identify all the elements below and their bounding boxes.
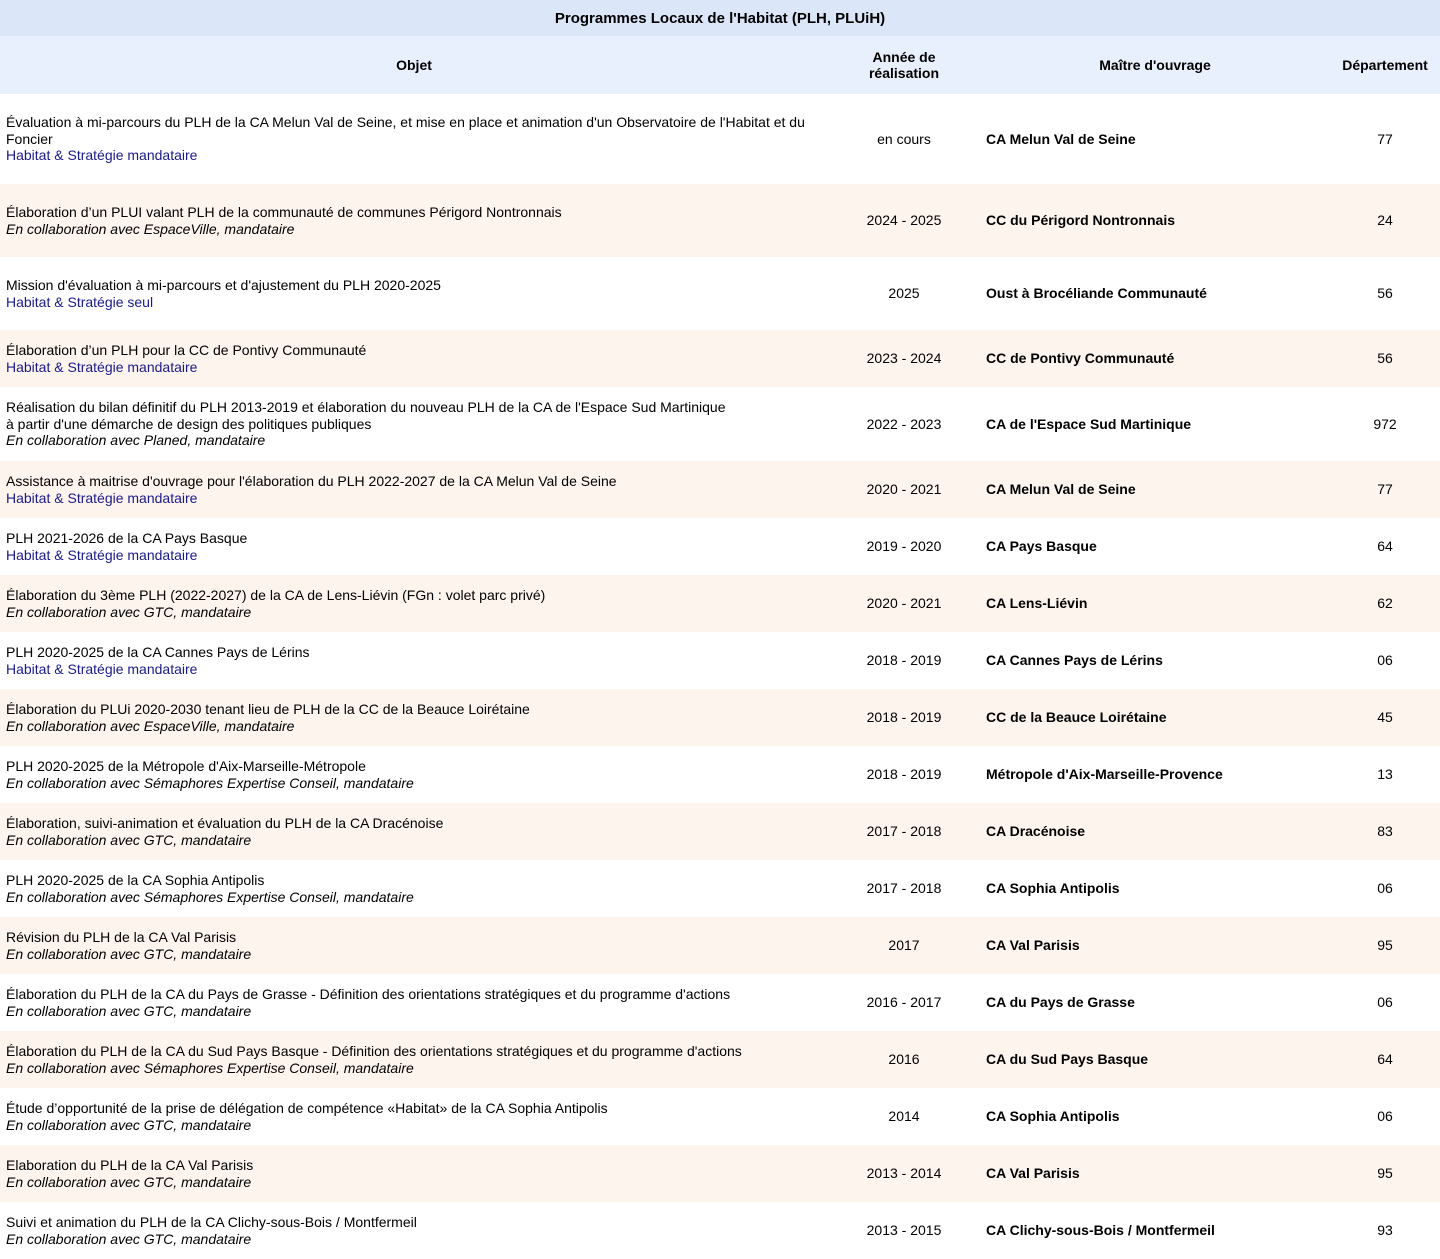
cell-maitre-ouvrage: CA Sophia Antipolis	[980, 860, 1330, 917]
table-row	[0, 917, 1440, 974]
cell-departement: 972	[1330, 387, 1440, 461]
mandataire-link[interactable]: Habitat & Stratégie mandataire	[6, 358, 198, 375]
table-title-row	[0, 0, 1440, 36]
cell-departement: 95	[1330, 917, 1440, 974]
cell-annee: 2023 - 2024	[828, 330, 980, 387]
objet-text: Révision du PLH de la CA Val Parisis	[6, 929, 237, 945]
cell-objet	[0, 1088, 828, 1145]
objet-text: Élaboration du PLH de la CA du Sud Pays Basque - Définition des orientations stratégiques et du programme d'actions	[6, 1043, 742, 1059]
mandataire-link[interactable]: Habitat & Stratégie mandataire	[6, 660, 198, 677]
objet-text: PLH 2020-2025 de la CA Sophia Antipolis	[6, 872, 265, 888]
objet-text: PLH 2020-2025 de la Métropole d'Aix-Marseille-Métropole	[6, 758, 366, 774]
collaboration-note: En collaboration avec GTC, mandataire	[6, 1230, 252, 1247]
objet-text: PLH 2021-2026 de la CA Pays Basque	[6, 530, 248, 546]
table-title: Programmes Locaux de l'Habitat (PLH, PLUiH)	[0, 0, 1440, 36]
cell-maitre-ouvrage: CC de Pontivy Communauté	[980, 330, 1330, 387]
objet-text: Réalisation du bilan définitif du PLH 2013-2019 et élaboration du nouveau PLH de la CA de l'Espace Sud Martinique	[6, 399, 726, 416]
cell-departement: 64	[1330, 1031, 1440, 1088]
cell-annee: en cours	[828, 94, 980, 184]
collaboration-note: En collaboration avec EspaceVille, mandataire	[6, 220, 295, 237]
mandataire-link[interactable]: Habitat & Stratégie seul	[6, 293, 154, 310]
header-annee-line1: Année de	[872, 49, 936, 65]
table-row	[0, 632, 1440, 689]
cell-departement: 77	[1330, 94, 1440, 184]
cell-maitre-ouvrage: CA Val Parisis	[980, 917, 1330, 974]
cell-objet	[0, 803, 828, 860]
cell-annee: 2024 - 2025	[828, 184, 980, 257]
objet-text: Élaboration du PLH de la CA du Pays de Grasse - Définition des orientations stratégiques et du programme d'actions	[6, 986, 731, 1002]
table-row	[0, 689, 1440, 746]
objet-text: Étude d’opportunité de la prise de délégation de compétence «Habitat» de la CA Sophia Antipolis	[6, 1100, 608, 1116]
cell-objet	[0, 184, 828, 257]
objet-text: à partir d'une démarche de design des politiques publiques	[6, 415, 372, 432]
cell-departement: 95	[1330, 1145, 1440, 1202]
collaboration-note: En collaboration avec Sémaphores Expertise Conseil, mandataire	[6, 774, 414, 791]
collaboration-note: En collaboration avec GTC, mandataire	[6, 603, 252, 620]
collaboration-note: En collaboration avec GTC, mandataire	[6, 1173, 252, 1190]
objet-text: Élaboration, suivi-animation et évaluation du PLH de la CA Dracénoise	[6, 815, 444, 831]
collaboration-note: En collaboration avec GTC, mandataire	[6, 831, 252, 848]
table-row	[0, 575, 1440, 632]
header-row	[0, 36, 1440, 94]
table-row	[0, 94, 1440, 184]
table-row	[0, 860, 1440, 917]
table-row	[0, 1031, 1440, 1088]
header-objet: Objet	[0, 36, 828, 94]
mandataire-link[interactable]: Habitat & Stratégie mandataire	[6, 489, 198, 506]
cell-objet	[0, 257, 828, 330]
cell-departement: 06	[1330, 860, 1440, 917]
cell-objet	[0, 518, 828, 575]
objet-text: Mission d'évaluation à mi-parcours et d'ajustement du PLH 2020-2025	[6, 277, 441, 293]
cell-annee: 2013 - 2015	[828, 1202, 980, 1259]
objet-text: Élaboration d’un PLUI valant PLH de la communauté de communes Périgord Nontronnais	[6, 204, 562, 220]
cell-departement: 24	[1330, 184, 1440, 257]
cell-departement: 93	[1330, 1202, 1440, 1259]
cell-maitre-ouvrage: CC du Périgord Nontronnais	[980, 184, 1330, 257]
cell-departement: 62	[1330, 575, 1440, 632]
cell-maitre-ouvrage: CA du Pays de Grasse	[980, 974, 1330, 1031]
table-row	[0, 387, 1440, 461]
cell-objet	[0, 575, 828, 632]
header-maitre: Maître d'ouvrage	[980, 36, 1330, 94]
header-annee-line2: réalisation	[868, 65, 940, 81]
cell-annee: 2018 - 2019	[828, 746, 980, 803]
cell-objet	[0, 689, 828, 746]
objet-text: Évaluation à mi-parcours du PLH de la CA Melun Val de Seine, et mise en place et animation d'un Observatoire de l'Habitat et du	[6, 114, 805, 131]
cell-departement: 06	[1330, 1088, 1440, 1145]
cell-annee: 2017 - 2018	[828, 803, 980, 860]
cell-annee: 2020 - 2021	[828, 575, 980, 632]
cell-maitre-ouvrage: CA Clichy-sous-Bois / Montfermeil	[980, 1202, 1330, 1259]
cell-departement: 83	[1330, 803, 1440, 860]
table-row	[0, 974, 1440, 1031]
header-departement: Département	[1330, 36, 1440, 94]
table-row	[0, 330, 1440, 387]
cell-annee: 2020 - 2021	[828, 461, 980, 518]
cell-maitre-ouvrage: CA Val Parisis	[980, 1145, 1330, 1202]
collaboration-note: En collaboration avec GTC, mandataire	[6, 945, 252, 962]
collaboration-note: En collaboration avec GTC, mandataire	[6, 1002, 252, 1019]
cell-maitre-ouvrage: Métropole d'Aix-Marseille-Provence	[980, 746, 1330, 803]
cell-objet	[0, 330, 828, 387]
table-row	[0, 518, 1440, 575]
cell-departement: 06	[1330, 632, 1440, 689]
collaboration-note: En collaboration avec Planed, mandataire	[6, 432, 266, 449]
cell-objet	[0, 632, 828, 689]
cell-maitre-ouvrage: CC de la Beauce Loirétaine	[980, 689, 1330, 746]
cell-objet	[0, 1031, 828, 1088]
cell-objet	[0, 746, 828, 803]
collaboration-note: En collaboration avec EspaceVille, mandataire	[6, 717, 295, 734]
collaboration-note: En collaboration avec GTC, mandataire	[6, 1116, 252, 1133]
cell-annee: 2018 - 2019	[828, 689, 980, 746]
collaboration-note: En collaboration avec Sémaphores Expertise Conseil, mandataire	[6, 888, 414, 905]
collaboration-note: En collaboration avec Sémaphores Expertise Conseil, mandataire	[6, 1059, 414, 1076]
objet-text: PLH 2020-2025 de la CA Cannes Pays de Lérins	[6, 644, 310, 660]
cell-departement: 13	[1330, 746, 1440, 803]
cell-maitre-ouvrage: Oust à Brocéliande Communauté	[980, 257, 1330, 330]
cell-objet	[0, 387, 828, 461]
cell-annee: 2018 - 2019	[828, 632, 980, 689]
table-row	[0, 184, 1440, 257]
cell-maitre-ouvrage: CA de l'Espace Sud Martinique	[980, 387, 1330, 461]
cell-maitre-ouvrage: CA Sophia Antipolis	[980, 1088, 1330, 1145]
cell-annee: 2022 - 2023	[828, 387, 980, 461]
cell-objet	[0, 461, 828, 518]
table-row	[0, 461, 1440, 518]
mandataire-link[interactable]: Habitat & Stratégie mandataire	[6, 147, 198, 164]
cell-departement: 06	[1330, 974, 1440, 1031]
table-row	[0, 257, 1440, 330]
cell-maitre-ouvrage: CA du Sud Pays Basque	[980, 1031, 1330, 1088]
cell-departement: 64	[1330, 518, 1440, 575]
cell-annee: 2014	[828, 1088, 980, 1145]
cell-annee: 2025	[828, 257, 980, 330]
cell-objet	[0, 974, 828, 1031]
table-row	[0, 1202, 1440, 1259]
cell-annee: 2017	[828, 917, 980, 974]
cell-annee: 2019 - 2020	[828, 518, 980, 575]
cell-departement: 56	[1330, 330, 1440, 387]
cell-maitre-ouvrage: CA Lens-Liévin	[980, 575, 1330, 632]
table-row	[0, 1145, 1440, 1202]
cell-departement: 77	[1330, 461, 1440, 518]
cell-maitre-ouvrage: CA Pays Basque	[980, 518, 1330, 575]
cell-maitre-ouvrage: CA Melun Val de Seine	[980, 461, 1330, 518]
mandataire-link[interactable]: Habitat & Stratégie mandataire	[6, 546, 198, 563]
objet-text: Suivi et animation du PLH de la CA Clichy-sous-Bois / Montfermeil	[6, 1214, 417, 1230]
objet-text: Élaboration du 3ème PLH (2022-2027) de la CA de Lens-Liévin (FGn : volet parc privé)	[6, 587, 546, 603]
cell-departement: 56	[1330, 257, 1440, 330]
header-annee	[828, 36, 980, 94]
cell-objet	[0, 1202, 828, 1259]
cell-annee: 2017 - 2018	[828, 860, 980, 917]
cell-departement: 45	[1330, 689, 1440, 746]
cell-objet	[0, 94, 828, 184]
cell-maitre-ouvrage: CA Dracénoise	[980, 803, 1330, 860]
table-row	[0, 803, 1440, 860]
cell-maitre-ouvrage: CA Cannes Pays de Lérins	[980, 632, 1330, 689]
objet-text: Elaboration du PLH de la CA Val Parisis	[6, 1157, 254, 1173]
cell-objet	[0, 860, 828, 917]
cell-annee: 2016	[828, 1031, 980, 1088]
cell-objet	[0, 1145, 828, 1202]
cell-annee: 2013 - 2014	[828, 1145, 980, 1202]
table-row	[0, 746, 1440, 803]
objet-text: Assistance à maitrise d'ouvrage pour l'élaboration du PLH 2022-2027 de la CA Melun Val de Seine	[6, 473, 617, 489]
objet-text: Foncier	[6, 130, 53, 147]
cell-annee: 2016 - 2017	[828, 974, 980, 1031]
cell-maitre-ouvrage: CA Melun Val de Seine	[980, 94, 1330, 184]
table-row	[0, 1088, 1440, 1145]
objet-text: Élaboration du PLUi 2020-2030 tenant lieu de PLH de la CC de la Beauce Loirétaine	[6, 701, 530, 717]
objet-text: Élaboration d’un PLH pour la CC de Pontivy Communauté	[6, 342, 367, 358]
cell-objet	[0, 917, 828, 974]
